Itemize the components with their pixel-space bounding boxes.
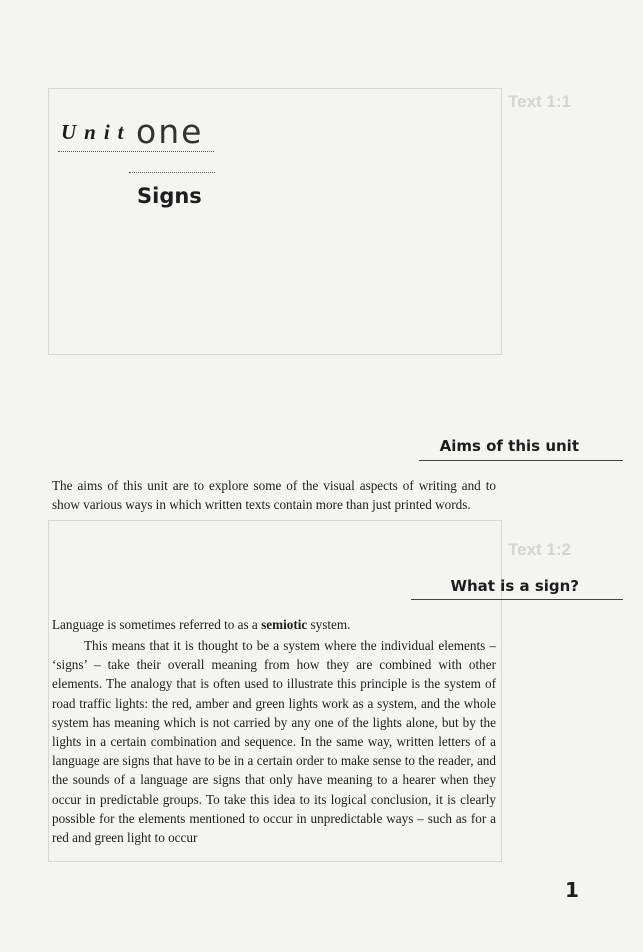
section-heading-aims: Aims of this unit [439, 437, 579, 455]
sign-intro-after: system. [307, 617, 351, 632]
sign-intro-paragraph [52, 615, 496, 634]
bleed-through-heading: Text 1:2 [508, 540, 571, 559]
unit-number: one [136, 112, 204, 151]
heading-rule [419, 460, 623, 461]
aims-paragraph: The aims of this unit are to explore some of the visual aspects of writing and to show various ways in which written texts contain more than just printed words. [52, 478, 496, 513]
section-heading-what-is-a-sign: What is a sign? [450, 577, 579, 595]
semiotic-term: semiotic [261, 617, 308, 632]
dotted-divider [58, 151, 214, 152]
bleed-through-heading: Text 1:1 [508, 92, 571, 111]
heading-rule [411, 599, 623, 600]
sign-intro-before: Language is sometimes referred to as a [52, 617, 262, 632]
sign-body-text: This means that it is thought to be a system where the individual elements – ‘signs’ – take their overall meaning from how they are combined with other elements. The analogy that is often used to illustrate this principle is the system of road traffic lights: the red, amber and green lights work as a system, and the whole system has meaning which is not carried by any one of the lights alone, but by the lights in a certain combination and sequence. In the same way, written letters of a language are signs that have to be in a certain order to make sense to the reader, and the sounds of a language are signs that only have meaning to a hearer when they occur in predictable groups. To take this idea to its logical conclusion, it is clearly possible for the elements mentioned to occur in unpredictable ways – such as for a red and green light to occur [52, 638, 496, 846]
unit-title: Signs [137, 184, 202, 208]
sign-body-paragraph [52, 636, 496, 847]
unit-label: Unit [61, 120, 132, 144]
page-number: 1 [565, 878, 579, 902]
dotted-divider [129, 172, 215, 173]
